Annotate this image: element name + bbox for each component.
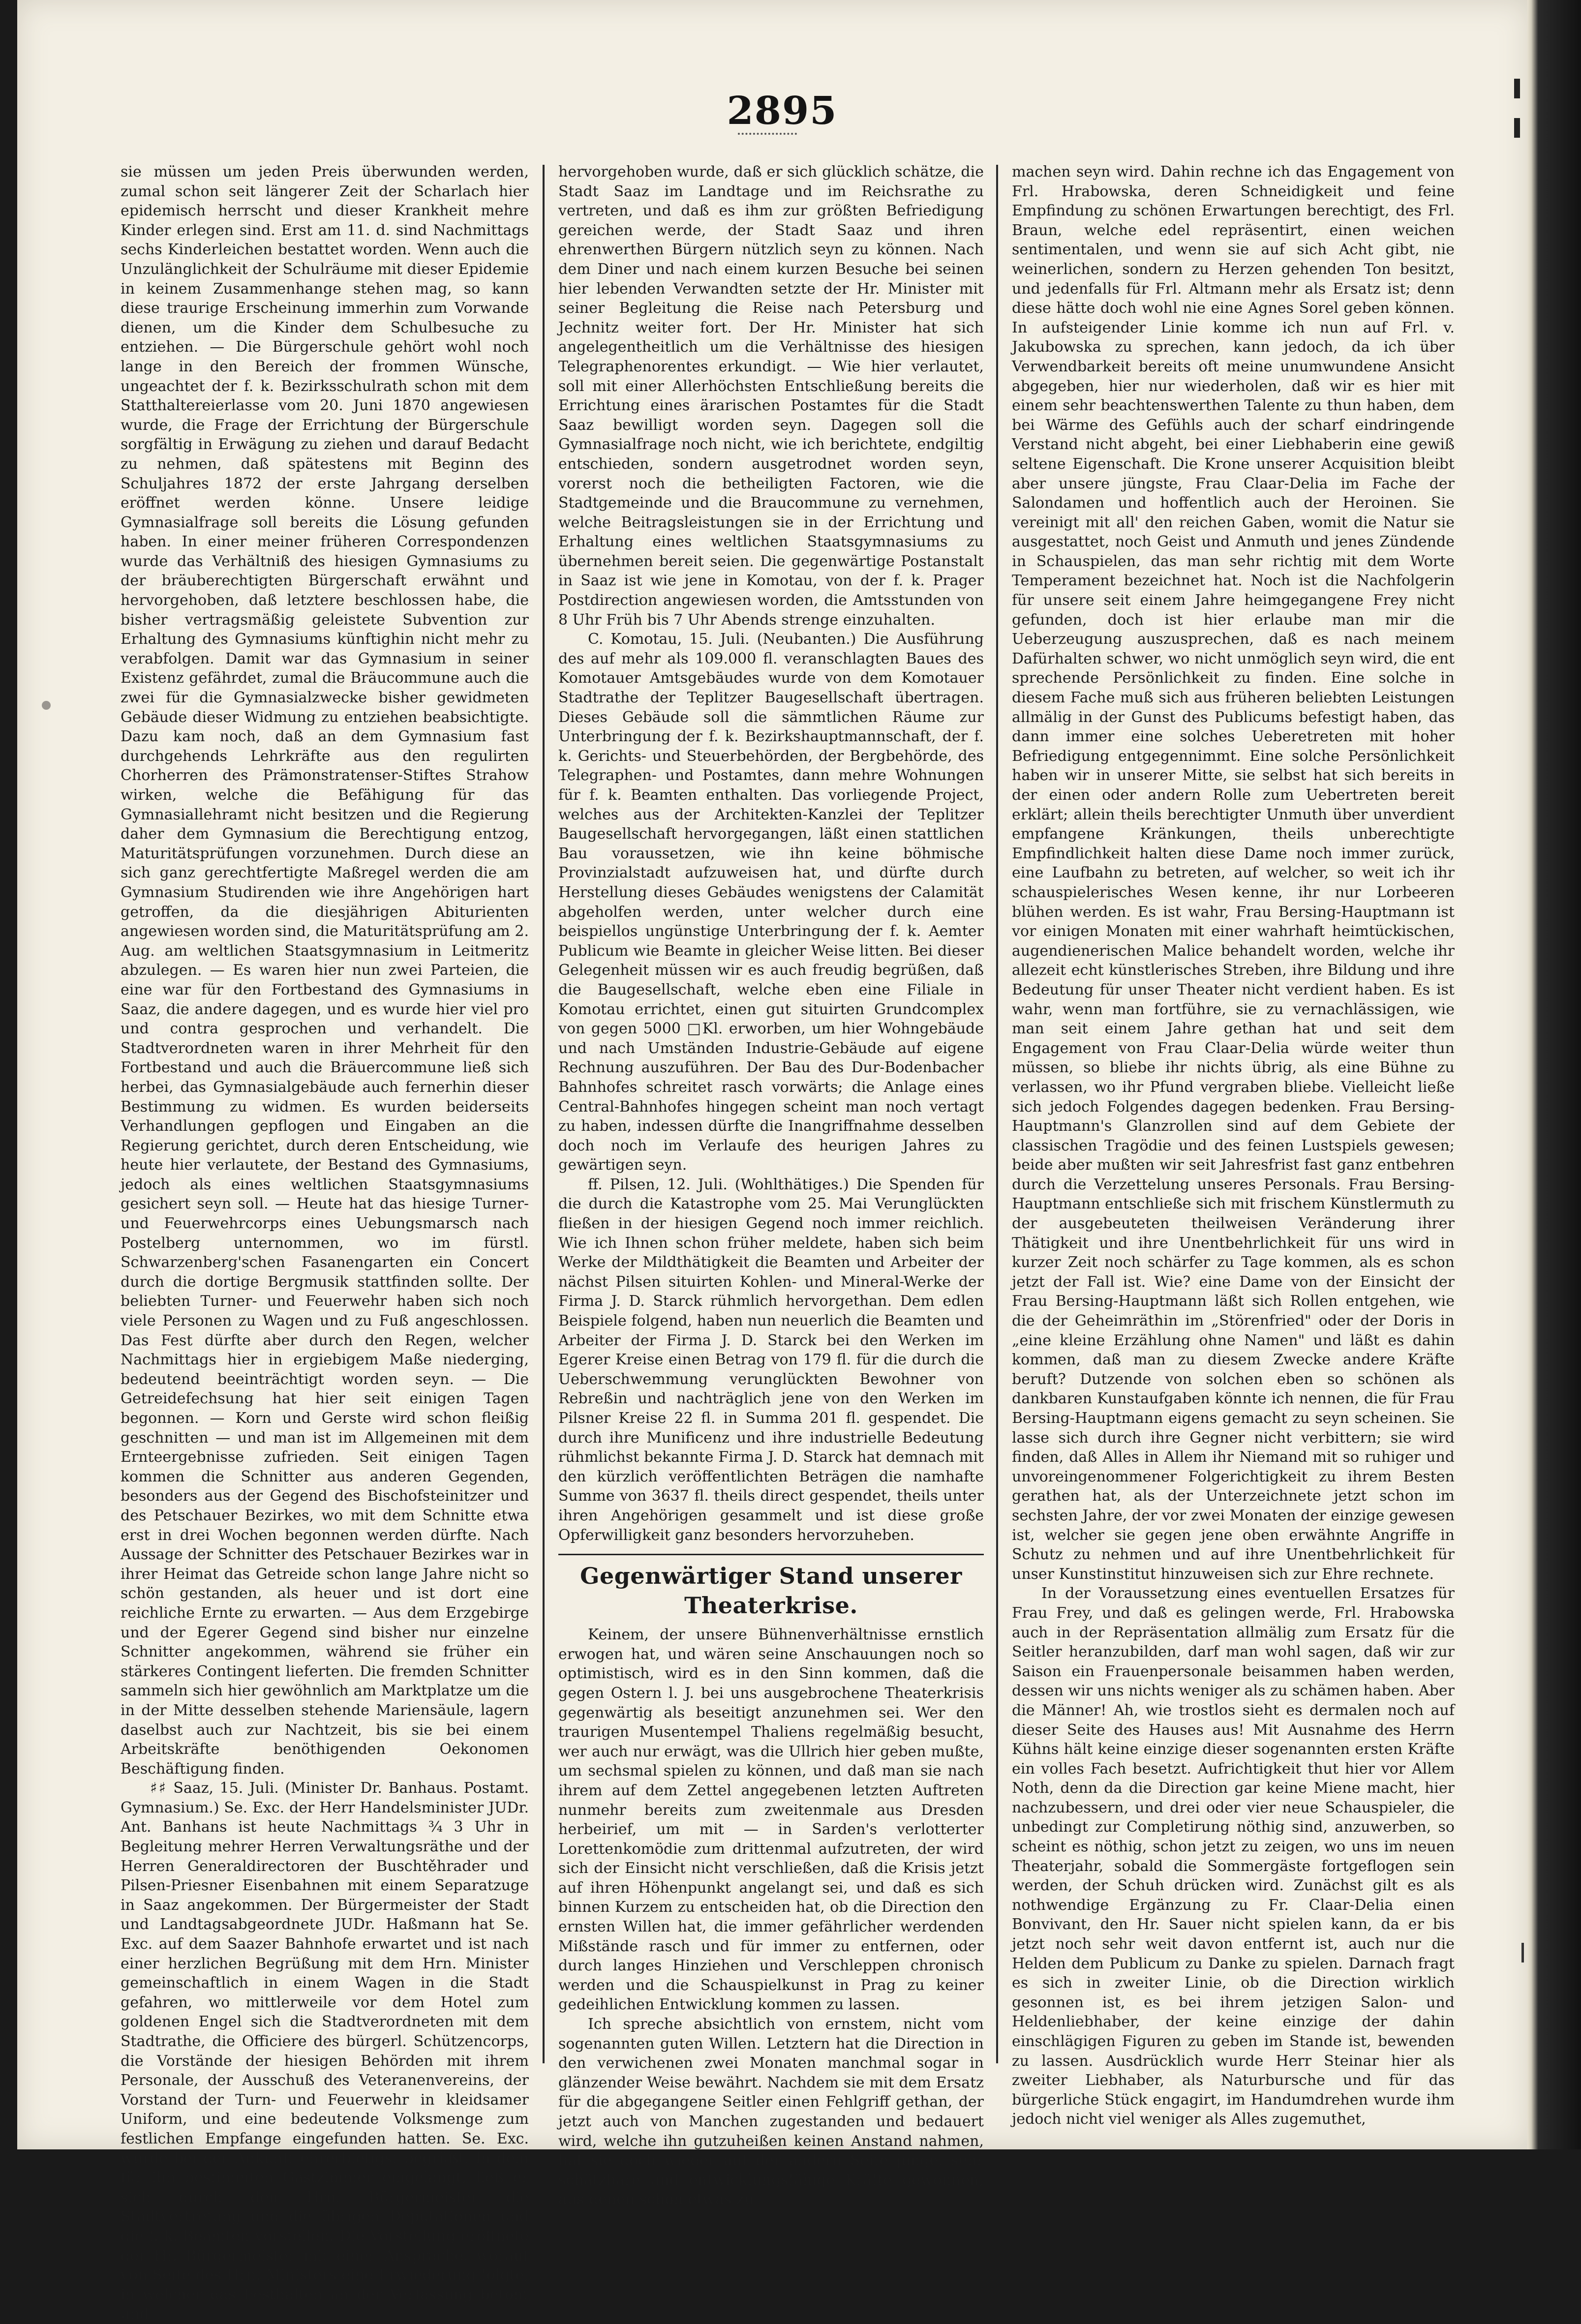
article-pilsen: ff. Pilsen, 12. Juli. (Wohlthätiges.) Die Spenden für die durch die Katastrophe vom 25. Mai Verunglückten fließen in der hiesigen Gegend noch immer reichlich. Wie ich Ihnen schon früher meldete, haben sich beim Werke der Mildthätigkeit die Beamten und Arbeiter der nächst Pilsen situirten Kohlen- und Mineral-Werke der Firma J. D. Starck rühmlich hervorgethan. Dem edlen Beispiele folgend, haben nun neuerlich die Beamten und Arbeiter der Firma J. D. Starck bei den Werken im Egerer Kreise einen Betrag von 179 fl. für die durch die Ueberschwemmung verunglückten Bewohner von Rebreßin und nachträglich jene von den Werken im Pilsner Kreise 22 fl. in Summa 201 fl. gespendet. Die durch ihre Munificenz und ihre industrielle Bedeutung rühmlichst bekannte Firma J. D. Starck hat demnach mit den kürzlich veröffentlichten Beträgen die namhafte Summe von 3637 fl. theils direct gespendet, theils unter ihren Angehörigen gesammelt und ist diese große Opferwilligkeit ganz besonders hervorzuheben.	[558, 1176, 984, 1544]
page-number: 2895	[727, 89, 838, 133]
column-right	[1012, 162, 1455, 2128]
binding-mark	[1514, 79, 1520, 98]
column-left	[121, 162, 529, 2323]
article-theaterkrise-p1: Keinem, der unsere Bühnenverhältnisse ernstlich erwogen hat, und wären seine Anschauungen noch so optimistisch, wird es in den Sinn kommen, daß die gegen Ostern l. J. bei uns ausgebrochene Theaterkrisis gegenwärtig als beseitigt anzunehmen sei. Wer den traurigen Musentempel Thaliens regelmäßig besucht, wer auch nur erwägt, was die Ullrich hier geben mußte, um sechsmal spielen zu können, und daß man sie nach ihrem auf dem Zettel angegebenen letzten Auftreten nunmehr bereits zum zweitenmale aus Dresden herbeirief, um mit — in Sarden's verlotterter Lorettenkomödie zum drittenmal aufzutreten, der wird sich der Einsicht nicht verschließen, daß die Krisis jetzt auf ihren Höhenpunkt angelangt sei, und daß es sich binnen Kurzem zu entscheiden hat, ob die Direction den ernsten Willen hat, die immer gefährlicher werdenden Mißstände rasch und für immer zu entfernen, oder durch langes Hinziehen und Verschleppen chronisch werden und die Schauspielkunst in Prag zu keiner gedeihlichen Entwicklung kommen zu lassen.	[558, 1626, 984, 2014]
binding-mark	[1514, 118, 1520, 138]
article-komotau: C. Komotau, 15. Juli. (Neubanten.) Die Ausführung des auf mehr als 109.000 fl. veranschlagten Baues des Komotauer Amtsgebäudes wurde von dem Komotauer Stadtrathe der Teplitzer Baugesellschaft übertragen. Dieses Gebäude soll die sämmtlichen Räume zur Unterbringung der f. k. Bezirkshauptmannschaft, der f. k. Gerichts- und Steuerbehörden, der Bergbehörde, des Telegraphen- und Postamtes, dann mehre Wohnungen für f. k. Beamten enthalten. Das vorliegende Project, welches aus der Architekten-Kanzlei der Teplitzer Baugesellschaft hervorgegangen, läßt einen stattlichen Bau voraussetzen, wie ihn keine böhmische Provinzialstadt aufzuweisen hat, und dürfte durch Herstellung dieses Gebäudes wenigstens der Calamität abgeholfen werden, unter welcher durch eine beispiellos ungünstige Unterbringung der f. k. Aemter Publicum wie Beamte in gleicher Weise litten. Bei dieser Gelegenheit müssen wir es auch freudig begrüßen, daß die Baugesellschaft, welche eben eine Filiale in Komotau errichtet, einen gut situirten Grundcomplex von gegen 5000 □Kl. erworben, um hier Wohngebäude und nach Umständen Industrie-Gebäude auf eigene Rechnung auszuführen. Der Bau des Dur-Bodenbacher Bahnhofes schreitet rasch vorwärts; die Anlage eines Central-Bahnhofes hingegen scheint man noch vertagt zu haben, indessen dürfte die Inangriffnahme desselben doch noch im Verlaufe des heurigen Jahres zu gewärtigen seyn.	[558, 631, 984, 1174]
article-saaz-minister: ♯♯ Saaz, 15. Juli. (Minister Dr. Banhaus. Postamt. Gymnasium.) Se. Exc. der Herr Handelsminister JUDr. Ant. Banhans ist heute Nachmittags ¾ 3 Uhr in Begleitung mehrer Herren Verwaltungsräthe und der Herren Generaldirectoren der Buschtěhrader und Pilsen-Priesner Eisenbahnen mit einem Separatzuge in Saaz angekommen. Der Bürgermeister der Stadt und Landtagsabgeordnete JUDr. Haßmann hat Se. Exc. auf dem Saazer Bahnhofe erwartet und ist nach einer herzlichen Begrüßung mit dem Hrn. Minister gemeinschaftlich in einem Wagen in die Stadt gefahren, wo mittlerweile vor dem Hotel zum goldenen Engel sich die Stadtverordneten mit dem Stadtrathe, die Officiere des bürgerl. Schützencorps, die Vorstände der hiesigen Behörden mit ihrem Personale, der Ausschuß des Veteranenvereins, der Vorstand der Turn- und Feuerwehr in kleidsamer Uniform, und eine bedeutende Volksmenge zum festlichen Empfange eingefunden hatten. Se. Exc. wurde bei der Ankunft ehrerbietigst begrüßt. In dem für ihn bestimmten Gastzimmer eingelangt, ließ er sich durch den Hrn. Bürgermeister die Stadtvertretung und die übrigen Deputationen und die f. k. Beamten vorstellen. Die Vorstellung eröffnete der Hr. Bürgermeister mit einer Ansprache, worauf von Seite des Hrn. Ministers eine Erwiederung folgte, in welcher das Festhalten an der Verfassung betont und	[121, 1780, 529, 2323]
newspaper-page	[17, 0, 1530, 2323]
article-theaterkrise-p3: machen seyn wird. Dahin rechne ich das Engagement von Frl. Hrabowska, deren Schneidigkeit und feine Empfindung zu schönen Erwartungen berechtigt, des Frl. Braun, welche edel repräsentirt, einen weichen sentimentalen, und wenn sie auf sich Acht gibt, nie weinerlichen, sondern zu Herzen gehenden Ton besitzt, und jedenfalls für Frl. Altmann mehr als Ersatz ist; denn diese hätte doch wohl nie eine Agnes Sorel geben können. In aufsteigender Linie komme ich nun auf Frl. v. Jakubowska zu sprechen, kann jedoch, da ich über Verwendbarkeit bereits oft meine unumwundene Ansicht abgegeben, hier nur wiederholen, daß wir es hier mit einem sehr beachtenswerthen Talente zu thun haben, dem bei Wärme des Gefühls auch der scharf eindringende Verstand nicht abgeht, bei einer Liebhaberin eine gewiß seltene Eigenschaft. Die Krone unserer Acquisition bleibt aber unsere jüngste, Frau Claar-Delia im Fache der Salondamen und hoffentlich auch der Heroinen. Sie vereinigt mit all' den reichen Gaben, womit die Natur sie ausgestattet, noch Geist und Anmuth und jenes Zündende in Schauspielen, das man sehr richtig mit dem Worte Temperament bezeichnet hat. Noch ist die Nachfolgerin für unsere seit einem Jahre heimgegangene Frey nicht gefunden, doch ist hier erlaube man mir die Ueberzeugung auszusprechen, daß es nach meinem Dafürhalten schwer, wo nicht unmöglich seyn wird, die ent sprechende Persönlichkeit zu finden. Eine solche in diesem Fache muß sich aus früheren beliebten Leistungen allmälig in der Gunst des Publicums befestigt haben, das dann immer eine solches Ueberetreten mit hoher Befriedigung entgegennimmt. Eine solche Persönlichkeit haben wir in unserer Mitte, sie selbst hat sich bereits in der einen oder andern Rolle zum Uebertreten bereit erklärt; allein theils berechtigter Unmuth über unverdient empfangene Kränkungen, theils unberechtigte Empfindlichkeit halten diese Dame noch immer zurück, eine Laufbahn zu betreten, auf welcher, so weit ich ihr schauspielerisches Wesen kenne, ihr nur Lorbeeren blühen werden. Es ist wahr, Frau Bersing-Hauptmann ist vor einigen Monaten mit einer wahrhaft heimtückischen, augendienerischen Malice behandelt worden, welche ihr allezeit echt künstlerisches Streben, ihre Bildung und ihre Bedeutung für unser Theater nicht verdient haben. Es ist wahr, wenn man fortführe, sie zu vernachlässigen, wie man seit einem Jahre gethan hat und seit dem Engagement von Frau Claar-Delia würde weiter thun müssen, so bliebe ihr nichts übrig, als eine Bühne zu verlassen, wo ihr Pfund vergraben bliebe. Vielleicht ließe sich jedoch Folgendes dagegen bedenken. Frau Bersing-Hauptmann's Glanzrollen sind auf dem Gebiete der classischen Tragödie und des feinen Lustspiels gewesen; beide aber mußten wir seit Jahresfrist fast ganz entbehren durch die Verzettelung unseres Personals. Frau Bersing-Hauptmann entschließe sich mit frischem Künstlermuth zu der ausgebeuteten theilweisen Veränderung ihrer Thätigkeit und ihre Unentbehrlichkeit für uns wird in kurzer Zeit noch schärfer zu Tage kommen, als es schon jetzt der Fall ist. Wie? eine Dame von der Einsicht der Frau Bersing-Hauptmann läßt sich Rollen entgehen, wie die der Geheimräthin im „Störenfried" oder der Doris in „eine kleine Erzählung ohne Namen" und läßt es dahin kommen, daß man zu diesem Zwecke andere Kräfte beruft? Dutzende von solchen eben so schönen als dankbaren Kunstaufgaben könnte ich nennen, die für Frau Bersing-Hauptmann eigens gemacht zu seyn scheinen. Sie lasse sich durch ihre Gegner nicht verbittern; sie wird finden, daß Alles in Allem ihr Niemand mit so ruhiger und unvoreingenommener Folgerichtigkeit zu ihrem Besten gerathen hat, als der Unterzeichnete jetzt schon im sechsten Jahre, der vor zwei Monaten der einzige gewesen ist, welcher sie gegen jene oben erwähnte Angriffe in Schutz zu nehmen und auf ihre Unentbehrlichkeit für unser Kunstinstitut hinzuweisen sich zur Ehre rechnete.	[1012, 163, 1455, 1583]
page-number-ornament	[738, 133, 797, 138]
article-saaz-schools: sie müssen um jeden Preis überwunden werden, zumal schon seit längerer Zeit der Scharlach hier epidemisch herrscht und dieser Krankheit mehre Kinder erlegen sind. Erst am 11. d. sind Nachmittags sechs Kinderleichen bestattet worden. Wenn auch die Unzulänglichkeit der Schulräume mit dieser Epidemie in keinem Zusammenhange stehen mag, so kann diese traurige Erscheinung immerhin zum Vorwande dienen, um die Kinder dem Schulbesuche zu entziehen. — Die Bürgerschule gehört wohl noch lange in den Bereich der frommen Wünsche, ungeachtet der f. k. Bezirksschulrath schon mit dem Statthaltereierlasse vom 20. Juni 1870 angewiesen wurde, die Frage der Errichtung der Bürgerschule sorgfältig in Erwägung zu ziehen und darauf Bedacht zu nehmen, daß spätestens mit Beginn des Schuljahres 1872 der erste Jahrgang derselben eröffnet werden könne. Unsere leidige Gymnasialfrage soll bereits die Lösung gefunden haben. In einer meiner früheren Correspondenzen wurde das Verhältniß des hiesigen Gymnasiums zu der bräuberechtigten Bürgerschaft erwähnt und hervorgehoben, daß letztere beschlossen habe, die bisher vertragsmäßig geleistete Subvention zur Erhaltung des Gymnasiums künftighin nicht mehr zu verabfolgen. Damit war das Gymnasium in seiner Existenz gefährdet, zumal die Bräucommune auch die zwei für die Gymnasialzwecke bisher gewidmeten Gebäude dieser Widmung zu entziehen beabsichtigte. Dazu kam noch, daß an dem Gymnasium fast durchgehends Lehrkräfte aus den regulirten Chorherren des Prämonstratenser-Stiftes Strahow wirken, welche die Befähigung für das Gymnasiallehramt nicht besitzen und die Regierung daher dem Gymnasium die Berechtigung entzog, Maturitätsprüfungen vorzunehmen. Durch diese an sich ganz gerechtfertigte Maßregel werden die am Gymnasium Studirenden wie ihre Angehörigen hart getroffen, da die diesjährigen Abiturienten angewiesen worden sind, die Maturitätsprüfung am 2. Aug. am weltlichen Staatsgymnasium in Leitmeritz abzulegen. — Es waren hier nun zwei Parteien, die eine war für den Fortbestand des Gymnasiums in Saaz, die andere dagegen, und es wurde hier viel pro und contra gesprochen und verhandelt. Die Stadtverordneten waren in ihrer Mehrheit für den Fortbestand und auch die Bräuercommune ließ sich herbei, das Gymnasialgebäude auch fernerhin dieser Bestimmung zu widmen. Es wurden beiderseits Verhandlungen gepflogen und Eingaben an die Regierung gerichtet, durch deren Entscheidung, wie heute hier verlautete, der Bestand des Gymnasiums, jedoch als eines weltlichen Staatsgymnasiums gesichert seyn soll. — Heute hat das hiesige Turner- und Feuerwehrcorps eines Uebungsmarsch nach Postelberg unternommen, wo im fürstl. Schwarzenberg'schen Fasanengarten ein Concert durch die dortige Bergmusik stattfinden sollte. Der beliebten Turner- und Feuerwehr haben sich noch viele Personen zu Wagen und zu Fuß angeschlossen. Das Fest dürfte aber durch den Regen, welcher Nachmittags hier in ergiebigem Maße niederging, bedeutend beeinträchtigt worden seyn. — Die Getreidefechsung hat hier seit einigen Tagen begonnen. — Korn und Gerste wird schon fleißig geschnitten — und man ist im Allgemeinen mit dem Ernteergebnisse zufrieden. Seit einigen Tagen kommen die Schnitter aus anderen Gegenden, besonders aus der Gegend des Bischofsteinitzer und des Petschauer Bezirkes, wo mit dem Schnitte etwa erst in drei Wochen begonnen werden dürfte. Nach Aussage der Schnitter des Petschauer Bezirkes war in ihrer Heimat das Getreide schon lange Jahre nicht so schön gestanden, als heuer und ist dort eine reichliche Ernte zu erwarten. — Aus dem Erzgebirge und der Egerer Gegend sind bisher nur einzelne Schnitter angekommen, während sie früher ein stärkeres Contingent lieferten. Die fremden Schnitter sammeln sich hier gewöhnlich am Marktplatze um die in der Mitte desselben stehende Mariensäule, lagern daselbst auch zur Nachtzeit, bis sie bei einem Arbeitskräfte benöthigenden Oekonomen Beschäftigung finden.	[121, 163, 529, 1778]
column-divider	[543, 165, 545, 2063]
article-saaz-minister-continued: hervorgehoben wurde, daß er sich glücklich schätze, die Stadt Saaz im Landtage und im Reichsrathe zu vertreten, und daß es ihm zur größten Befriedigung gereichen werde, der Stadt Saaz und ihren ehrenwerthen Bürgern nützlich seyn zu können. Nach dem Diner und nach einem kurzen Besuche bei seinen hier lebenden Verwandten setzte der Hr. Minister mit seiner Begleitung die Reise nach Petersburg und Jechnitz weiter fort. Der Hr. Minister hat sich angelegentheitlich um die Verhältnisse des hiesigen Telegraphenorentes erkundigt. — Wie hier verlautet, soll mit einer Allerhöchsten Entschließung bereits die Errichtung eines ärarischen Postamtes für die Stadt Saaz bewilligt worden seyn. Dagegen soll die Gymnasialfrage noch nicht, wie ich berichtete, endgiltig entschieden, sondern ausgetrodnet worden seyn, vorerst noch die betheiligten Factoren, wie die Stadtgemeinde und die Braucommune zu vernehmen, welche Beitragsleistungen sie in der Errichtung und Erhaltung eines weltlichen Staatsgymnasiums zu übernehmen bereit seien. Die gegenwärtige Postanstalt in Saaz ist wie jene in Komotau, von der f. k. Prager Postdirection angewiesen worden, die Amtsstunden von 8 Uhr Früh bis 7 Uhr Abends strenge einzuhalten.	[558, 163, 984, 629]
section-divider	[558, 1554, 984, 1555]
column-middle	[558, 162, 984, 2208]
article-heading-theaterkrise: Gegenwärtiger Stand unserer Theaterkrise.	[580, 1563, 962, 1619]
scan-mark	[42, 701, 51, 710]
article-theaterkrise-p2: Ich spreche absichtlich von ernstem, nicht vom sogenannten guten Willen. Letztern hat die Direction in den verwichenen zwei Monaten manchmal sogar in glänzender Weise bewährt. Nachdem sie mit dem Ersatz für die abgegangene Seitler einen Fehlgriff gethan, der jetzt auch von Manchen zugestanden und bedauert wird, welche ihn gutzuheißen keinen Anstand nahmen, hat sie doch wieder auf der andern Seite junge, sehr schätzbare und entwicklungsfähige Kräfte gewonnen, aus denen schon etwas zu	[558, 2016, 984, 2208]
margin-mark	[1521, 1943, 1524, 1962]
article-theaterkrise-p4: In der Voraussetzung eines eventuellen Ersatzes für Frau Frey, und daß es gelingen werde, Frl. Hrabowska auch in der Repräsentation allmälig zum Ersatz für die Seitler heranzubilden, darf man wohl sagen, daß wir zur Saison ein Frauenpersonale beisammen haben werden, dessen wir uns nichts weniger als zu schämen haben. Aber die Männer! Ah, wie trostlos sieht es dermalen noch auf dieser Seite des Hauses aus! Mit Ausnahme des Herrn Kühns hält keine einzige dieser sogenannten ersten Kräfte ein volles Fach besetzt. Aufrichtigkeit thut hier vor Allem Noth, denn da die Direction gar keine Miene macht, hier nachzubessern, und drei oder vier neue Schauspieler, die unbedingt zur Completirung nöthig sind, anzuwerben, so scheint es nöthig, schon jetzt zu zeigen, wo uns im neuen Theaterjahr, sobald die Sommergäste fortgeflogen sein werden, der Schuh drücken wird. Zunächst gilt es als nothwendige Ergänzung zu Fr. Claar-Delia einen Bonvivant, den Hr. Sauer nicht spielen kann, da er bis jetzt noch sehr weit davon entfernt ist, auch nur die Helden dem Publicum zu Danke zu spielen. Darnach fragt es sich in zweiter Linie, ob die Direction wirklich gesonnen ist, es bei ihrem jetzigen Salon- und Heldenliebhaber, der keine einzige der dahin einschlägigen Figuren zu geben im Stande ist, bewenden zu lassen. Ausdrücklich wurde Herr Steinar hier als zweiter Liebhaber, als Naturbursche und für das bürgerliche Stück engagirt, im Handumdrehen wurde ihm jedoch nicht viel weniger als Alles zugemuthet,	[1012, 1585, 1455, 2128]
scan-background-edge	[1527, 0, 1581, 2149]
column-divider	[996, 165, 998, 2063]
